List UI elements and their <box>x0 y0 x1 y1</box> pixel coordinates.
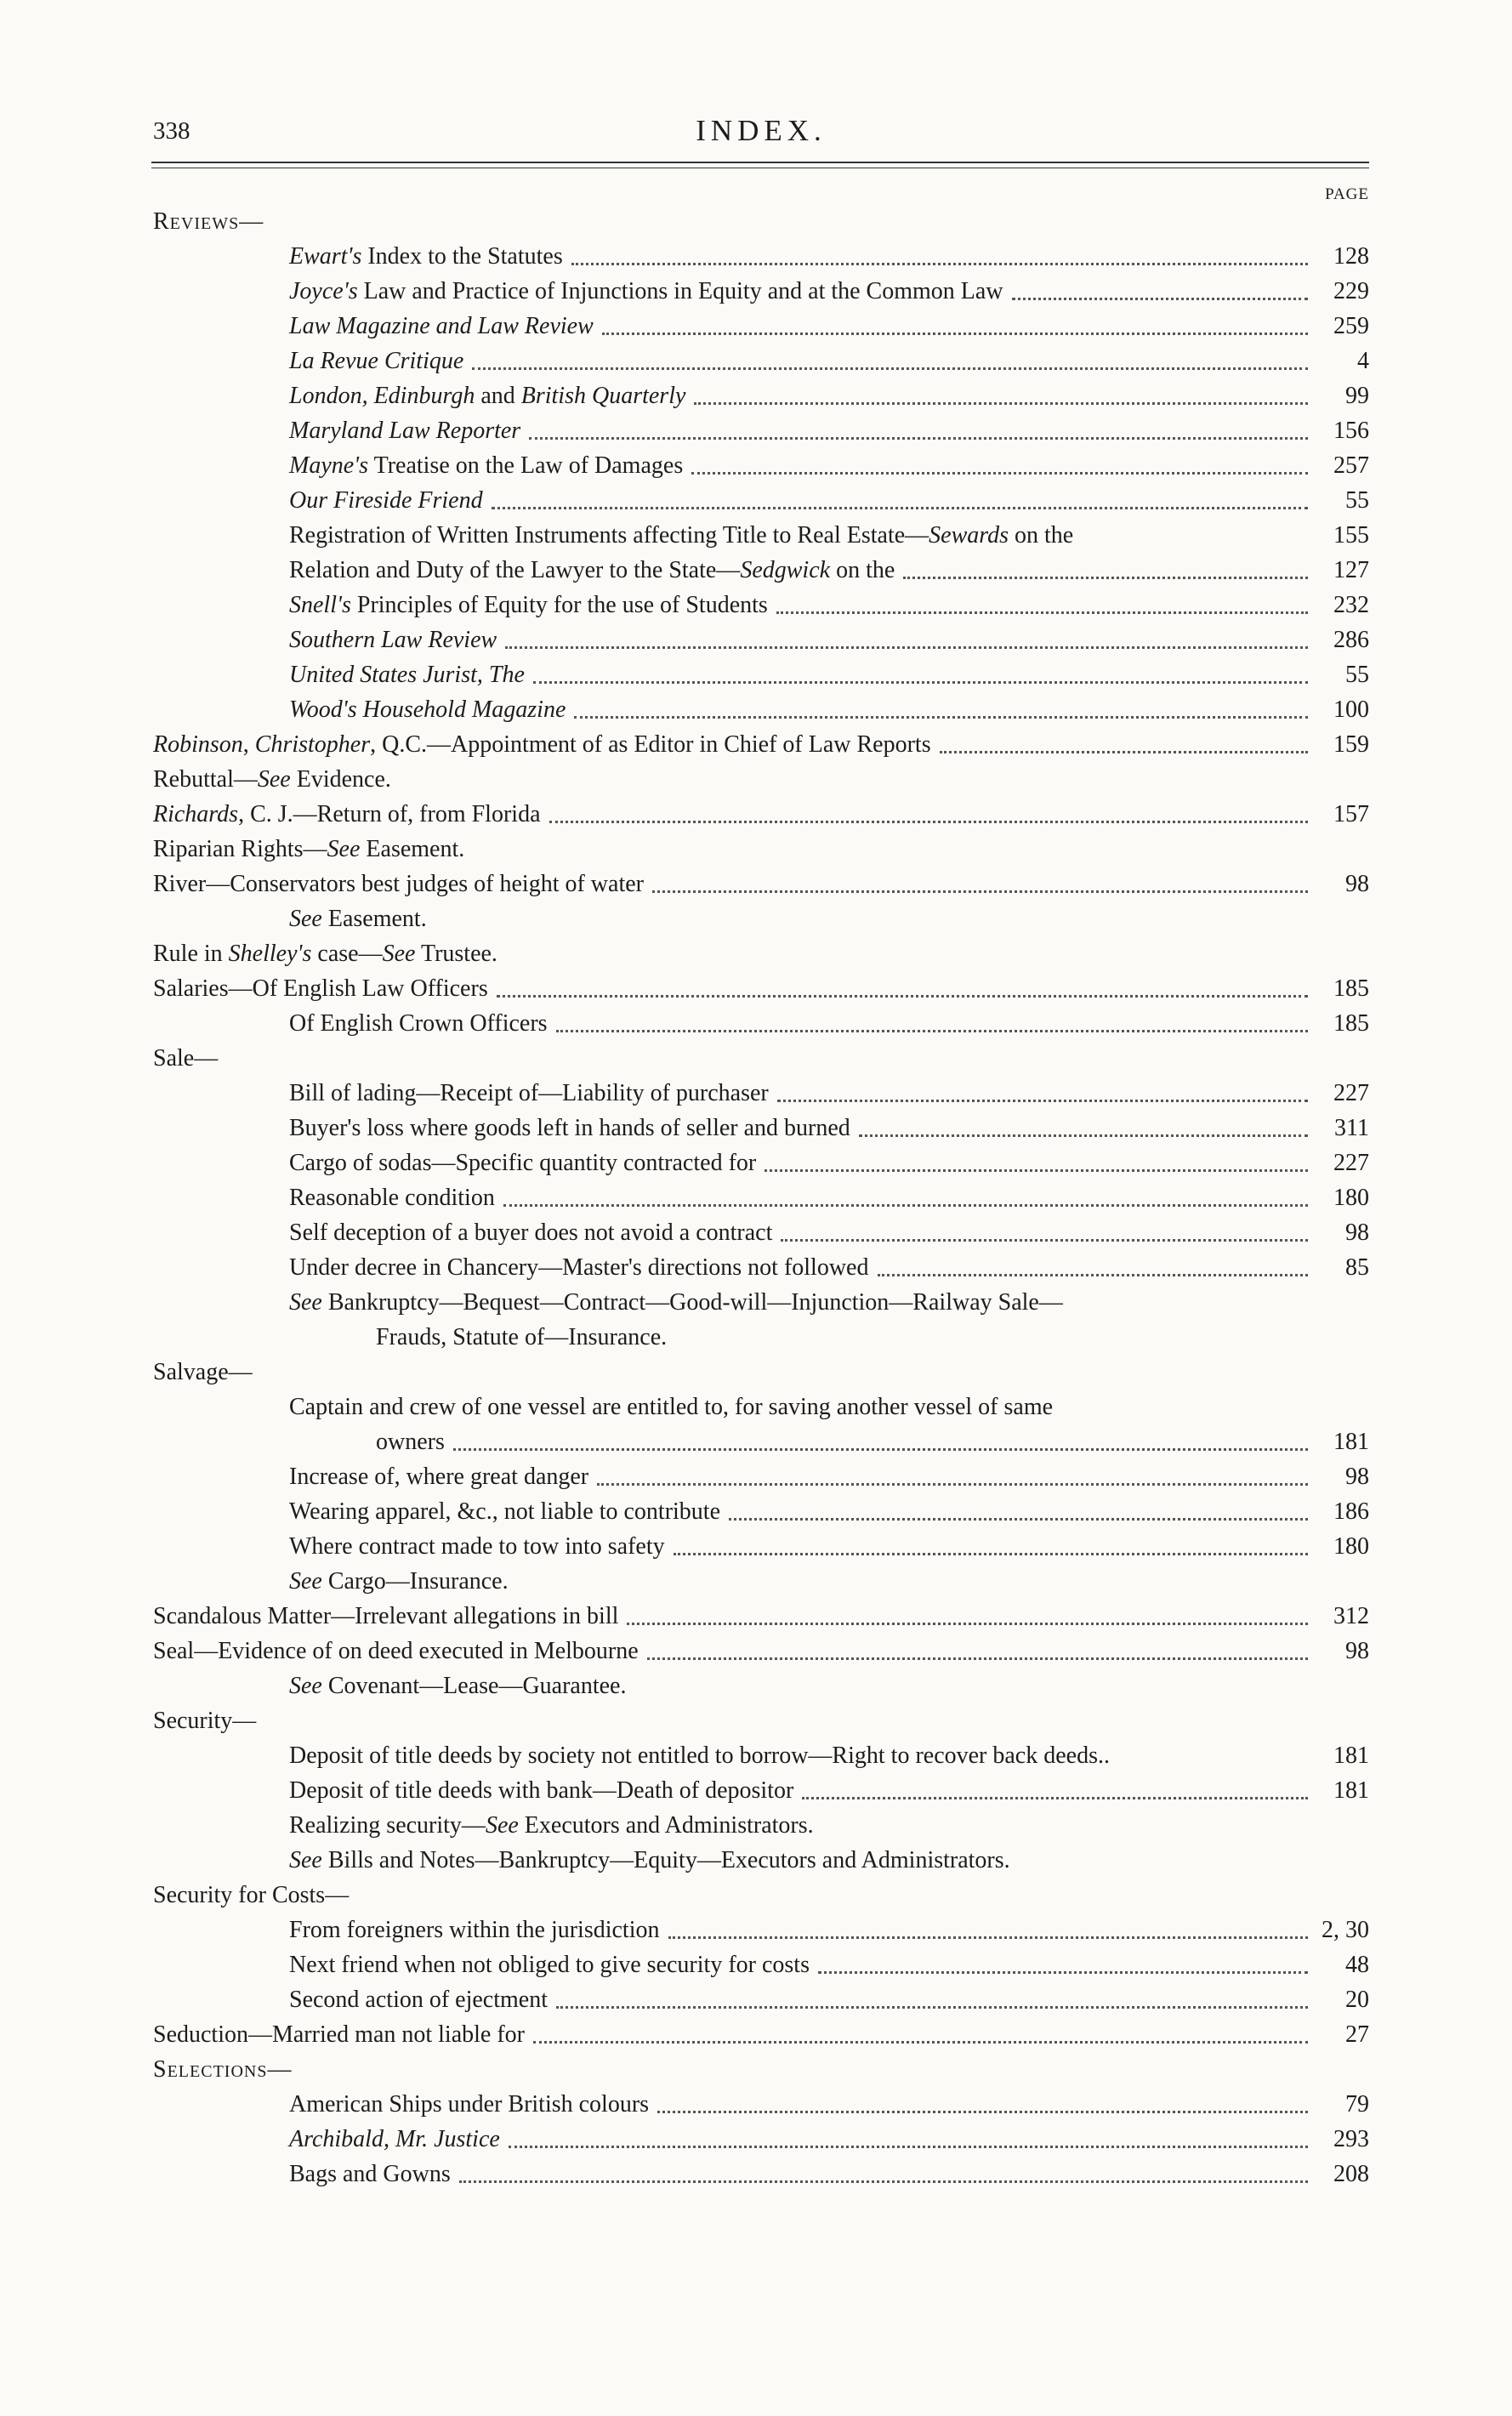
entry-text <box>289 452 688 479</box>
entry-text-segment: Easement. <box>360 836 465 862</box>
entry-page-number: 227 <box>1333 1080 1369 1106</box>
entry-text <box>153 836 469 862</box>
entry-text <box>289 313 599 339</box>
dot-leader <box>859 1134 1308 1137</box>
entry-text-segment: Treatise on the Law of Damages <box>368 452 684 479</box>
entry-page-number: 155 <box>1333 522 1369 549</box>
entry-text-segment: owners <box>376 1429 445 1455</box>
page-column-label: PAGE <box>1325 185 1369 203</box>
entry-text <box>289 1498 725 1525</box>
page-number: 338 <box>153 117 190 145</box>
entry-page-number: 99 <box>1345 383 1369 409</box>
entry-page-number: 181 <box>1333 1742 1369 1769</box>
entry-text <box>289 1742 1115 1769</box>
entry-text-italic: Our Fireside Friend <box>289 487 483 514</box>
entry-text-italic: See <box>289 1568 322 1595</box>
entry-text <box>289 1812 819 1839</box>
entry-text-segment: Registration of Written Instruments affecting Title to Real Estate— <box>289 522 929 549</box>
dot-leader <box>802 1797 1308 1799</box>
dot-leader <box>657 2111 1308 2113</box>
entry-text <box>289 1952 815 1978</box>
entry-text <box>289 1219 777 1246</box>
entry-text-segment: and <box>475 383 521 409</box>
dot-leader <box>459 2180 1308 2183</box>
entry-text-segment: From foreigners within the jurisdiction <box>289 1917 660 1943</box>
index-entry <box>153 1529 1369 1564</box>
entry-text-segment: Deposit of title deeds by society not entitled to borrow—Right to recover back deeds.. <box>289 1742 1110 1769</box>
entry-text-italic: See <box>485 1812 519 1839</box>
entry-text <box>289 418 526 444</box>
entry-text <box>289 278 1009 304</box>
index-entry <box>153 832 1369 867</box>
entry-text <box>153 871 649 897</box>
entry-page-number: 98 <box>1345 1219 1369 1246</box>
index-entry <box>153 2087 1369 2122</box>
entry-text <box>153 731 936 758</box>
index-entry <box>153 204 1369 239</box>
entry-page-number: 98 <box>1345 871 1369 897</box>
entry-text-italic: See <box>382 941 416 967</box>
entry-page-number: 85 <box>1345 1254 1369 1281</box>
entry-page-number: 2, 30 <box>1322 1917 1369 1943</box>
dot-leader <box>776 611 1308 614</box>
dot-leader <box>878 1274 1308 1276</box>
entry-text-segment: Reviews— <box>153 208 264 235</box>
entry-text-italic: La Revue Critique <box>289 348 464 374</box>
entry-text <box>289 592 773 618</box>
index-entry <box>153 448 1369 483</box>
entry-page-number: 227 <box>1333 1150 1369 1176</box>
entry-text <box>289 487 488 514</box>
dot-leader <box>509 2146 1308 2148</box>
entry-text-segment: Deposit of title deeds with bank—Death of depositor <box>289 1777 794 1804</box>
entry-text <box>289 383 691 409</box>
entry-text <box>289 906 432 932</box>
dot-leader <box>492 507 1308 509</box>
entry-text <box>289 522 1078 549</box>
dot-leader <box>668 1936 1308 1939</box>
entry-text-segment: Second action of ejectment <box>289 1987 548 2013</box>
dot-leader <box>647 1657 1308 1660</box>
entry-text-italic: Archibald, Mr. Justice <box>289 2126 500 2152</box>
entry-text <box>289 348 469 374</box>
entry-text-segment: Selections— <box>153 2056 293 2083</box>
entry-text <box>153 208 269 235</box>
index-entry <box>153 692 1369 727</box>
index-entry <box>153 518 1369 553</box>
entry-text-segment: Index to the Statutes <box>361 243 563 270</box>
dot-leader <box>497 995 1308 998</box>
entry-text <box>153 1603 623 1629</box>
entry-text <box>289 1254 874 1281</box>
index-entry <box>153 1808 1369 1843</box>
index-entry <box>153 1773 1369 1808</box>
entry-text-segment: Bags and Gowns <box>289 2161 451 2187</box>
index-entry <box>153 1947 1369 1982</box>
index-entry <box>153 797 1369 832</box>
entry-page-number: 128 <box>1333 243 1369 270</box>
entry-page-number: 229 <box>1333 278 1369 304</box>
entry-text-segment: Seduction—Married man not liable for <box>153 2021 525 2048</box>
dot-leader <box>694 402 1308 405</box>
entry-text <box>289 1115 855 1141</box>
index-entry <box>153 1390 1369 1424</box>
entry-text <box>289 557 900 583</box>
index-entry <box>153 1145 1369 1180</box>
entry-text-italic: See <box>289 906 322 932</box>
entry-page-number: 55 <box>1345 487 1369 514</box>
entry-text-italic: Ewart's <box>289 243 362 270</box>
index-entry <box>153 1355 1369 1390</box>
entry-text-italic: See <box>327 836 361 862</box>
entry-text-segment: Reasonable condition <box>289 1185 495 1211</box>
entry-text-italic: Joyce's <box>289 278 358 304</box>
index-entry <box>153 1599 1369 1634</box>
entry-text-segment: Self deception of a buyer does not avoid a contract <box>289 1219 773 1246</box>
dot-leader <box>652 890 1308 893</box>
entry-text <box>376 1429 450 1455</box>
entry-text-segment: Scandalous Matter—Irrelevant allegations in bill <box>153 1603 619 1629</box>
entry-page-number: 180 <box>1333 1185 1369 1211</box>
entry-text-italic: British Quarterly <box>520 383 686 409</box>
entry-text-italic: Robinson <box>153 731 243 758</box>
entry-text <box>289 1150 761 1176</box>
index-entry <box>153 344 1369 378</box>
entry-text-segment: Principles of Equity for the use of Students <box>350 592 768 618</box>
index-entry <box>153 239 1369 274</box>
dot-leader <box>597 1483 1308 1486</box>
dot-leader <box>674 1553 1308 1555</box>
index-entry <box>153 483 1369 518</box>
entry-text-segment: Riparian Rights— <box>153 836 327 862</box>
entry-text-segment: Of English Crown Officers <box>289 1010 548 1037</box>
entry-text <box>153 801 546 827</box>
entry-page-number: 98 <box>1345 1638 1369 1664</box>
entry-text-segment: Salaries—Of English Law Officers <box>153 975 488 1002</box>
entry-text <box>153 2021 530 2048</box>
entry-text <box>289 1917 665 1943</box>
entry-text-segment: American Ships under British colours <box>289 2091 650 2118</box>
entry-text-italic: See <box>289 1673 322 1699</box>
entry-page-number: 312 <box>1333 1603 1369 1629</box>
entry-text-segment: on the <box>830 557 895 583</box>
entry-page-number: 157 <box>1333 801 1369 827</box>
dot-leader <box>818 1971 1308 1974</box>
entry-text-italic: Law Magazine and Law Review <box>289 313 594 339</box>
dot-leader <box>453 1448 1308 1451</box>
entry-text <box>153 1708 261 1734</box>
entry-page-number: 232 <box>1333 592 1369 618</box>
index-entry <box>153 1494 1369 1529</box>
entry-text <box>289 1289 1068 1316</box>
entry-page-number: 180 <box>1333 1533 1369 1560</box>
entry-text <box>289 1464 594 1490</box>
index-entry <box>153 1006 1369 1041</box>
dot-leader <box>781 1239 1308 1242</box>
dot-leader <box>691 472 1308 475</box>
index-entry <box>153 1180 1369 1215</box>
dot-leader <box>777 1100 1308 1102</box>
entry-page-number: 293 <box>1333 2126 1369 2152</box>
entry-text <box>289 696 571 723</box>
dot-leader <box>940 751 1308 753</box>
entry-text-segment: River—Conservators best judges of height of water <box>153 871 644 897</box>
index-entry <box>153 2052 1369 2087</box>
index-entry <box>153 867 1369 901</box>
page-header <box>153 114 1369 151</box>
entry-page-number: 100 <box>1333 696 1369 723</box>
entry-text <box>289 1010 553 1037</box>
entry-text-italic: Southern Law Review <box>289 627 497 653</box>
index-entry <box>153 1843 1369 1878</box>
entry-text-segment: Relation and Duty of the Lawyer to the State— <box>289 557 741 583</box>
entry-page-number: 286 <box>1333 627 1369 653</box>
entry-text-segment: Next friend when not obliged to give security for costs <box>289 1952 810 1978</box>
index-entry <box>153 1913 1369 1947</box>
entry-text <box>153 2056 297 2083</box>
index-entry <box>153 1111 1369 1145</box>
entry-text <box>153 975 493 1002</box>
entry-text-italic: Shelley's <box>228 941 312 967</box>
entry-text-segment: case— <box>311 941 383 967</box>
dot-leader <box>765 1169 1308 1172</box>
index-entry <box>153 1459 1369 1494</box>
entry-text <box>289 243 568 270</box>
entry-text-italic: Christopher <box>254 731 371 758</box>
entry-text <box>289 1673 632 1699</box>
index-entry <box>153 378 1369 413</box>
entry-text-italic: Richards <box>153 801 239 827</box>
entry-text-segment: Rule in <box>153 941 229 967</box>
index-entry <box>153 901 1369 936</box>
entry-text-italic: Wood's Household Magazine <box>289 696 566 723</box>
entry-text-segment: Seal—Evidence of on deed executed in Melbourne <box>153 1638 639 1664</box>
entry-text <box>289 1987 553 2013</box>
index-entry <box>153 1320 1369 1355</box>
entry-text-italic: Sewards <box>929 522 1009 549</box>
index-entry <box>153 1703 1369 1738</box>
index-entry <box>153 1634 1369 1668</box>
dot-leader <box>1012 298 1308 300</box>
entry-page-number: 55 <box>1345 662 1369 688</box>
entry-page-number: 181 <box>1333 1777 1369 1804</box>
dot-leader <box>556 2006 1308 2009</box>
entry-text-italic: Mayne's <box>289 452 369 479</box>
index-entry <box>153 1668 1369 1703</box>
index-entry <box>153 274 1369 309</box>
dot-leader <box>505 646 1308 649</box>
entry-text-segment: Security— <box>153 1708 257 1734</box>
entry-text <box>153 1638 644 1664</box>
dot-leader <box>472 367 1308 370</box>
index-entry <box>153 1041 1369 1076</box>
dot-leader <box>533 681 1308 684</box>
entry-text <box>289 2091 654 2118</box>
entry-page-number: 208 <box>1333 2161 1369 2187</box>
entry-text-segment: , C. J.—Return of, from Florida <box>238 801 541 827</box>
entry-page-number: 185 <box>1333 1010 1369 1037</box>
entry-text-segment: Trustee. <box>415 941 497 967</box>
index-entry <box>153 413 1369 448</box>
entry-text-segment: Frauds, Statute of—Insurance. <box>376 1324 668 1350</box>
entry-text-italic: Maryland Law Reporter <box>289 418 521 444</box>
entry-text <box>289 662 530 688</box>
index-entry <box>153 1564 1369 1599</box>
entry-page-number: 127 <box>1333 557 1369 583</box>
entry-page-number: 98 <box>1345 1464 1369 1490</box>
header-rule <box>151 162 1369 163</box>
entry-page-number: 159 <box>1333 731 1369 758</box>
entry-page-number: 48 <box>1345 1952 1369 1978</box>
entry-page-number: 79 <box>1345 2091 1369 2118</box>
entry-page-number: 186 <box>1333 1498 1369 1525</box>
index-entry <box>153 1738 1369 1773</box>
entry-text-segment: Realizing security— <box>289 1812 486 1839</box>
index-entries <box>153 204 1369 2191</box>
index-entry <box>153 971 1369 1006</box>
entry-text-segment: Salvage— <box>153 1359 253 1385</box>
entry-text-segment: Cargo of sodas—Specific quantity contracted for <box>289 1150 757 1176</box>
index-entry <box>153 1982 1369 2017</box>
entry-text-segment: Under decree in Chancery—Master's directions not followed <box>289 1254 869 1281</box>
dot-leader <box>574 716 1308 719</box>
entry-text-segment: Captain and crew of one vessel are entitled to, for saving another vessel of same <box>289 1394 1054 1420</box>
entry-page-number: 27 <box>1345 2021 1369 2048</box>
entry-text <box>289 1847 1015 1873</box>
entry-text-segment: Security for Costs— <box>153 1882 350 1908</box>
index-entry <box>153 1215 1369 1250</box>
dot-leader <box>903 577 1308 579</box>
entry-text-segment: Bankruptcy—Bequest—Contract—Good-will—Injunction—Railway Sale— <box>321 1289 1063 1316</box>
entry-text-segment: Rebuttal— <box>153 766 258 793</box>
dot-leader <box>571 263 1308 265</box>
entry-text-segment: Cargo—Insurance. <box>321 1568 509 1595</box>
index-entry <box>153 553 1369 588</box>
entry-text <box>153 1045 223 1072</box>
index-entry <box>153 1076 1369 1111</box>
index-entry <box>153 936 1369 971</box>
entry-text-segment: Easement. <box>321 906 427 932</box>
entry-page-number: 156 <box>1333 418 1369 444</box>
entry-text <box>153 941 503 967</box>
index-entry <box>153 588 1369 622</box>
dot-leader <box>602 333 1308 335</box>
index-entry <box>153 1285 1369 1320</box>
dot-leader <box>549 821 1308 823</box>
dot-leader <box>529 437 1308 440</box>
entry-text-italic: See <box>257 766 291 793</box>
index-entry <box>153 657 1369 692</box>
entry-text <box>153 1359 258 1385</box>
index-entry <box>153 727 1369 762</box>
entry-text-segment: , <box>242 731 255 758</box>
entry-text-segment: Covenant—Lease—Guarantee. <box>321 1673 627 1699</box>
entry-text <box>153 1882 354 1908</box>
index-entry <box>153 309 1369 344</box>
entry-text <box>289 1185 500 1211</box>
entry-text-segment: Executors and Administrators. <box>518 1812 814 1839</box>
entry-page-number: 311 <box>1334 1115 1369 1141</box>
entry-text-segment: Where contract made to tow into safety <box>289 1533 665 1560</box>
entry-text-italic: See <box>289 1289 322 1316</box>
entry-text-segment: Wearing apparel, &c., not liable to contribute <box>289 1498 721 1525</box>
entry-text-segment: Bills and Notes—Bankruptcy—Equity—Executors and Administrators. <box>321 1847 1010 1873</box>
entry-text-segment: Evidence. <box>290 766 391 793</box>
entry-text-segment: Buyer's loss where goods left in hands of seller and burned <box>289 1115 850 1141</box>
index-entry <box>153 2017 1369 2052</box>
entry-text-italic: See <box>289 1847 322 1873</box>
entry-text-segment: on the <box>1009 522 1074 549</box>
entry-text <box>289 627 502 653</box>
dot-leader <box>556 1030 1308 1032</box>
entry-text <box>289 1394 1058 1420</box>
entry-text-segment: Increase of, where great danger <box>289 1464 589 1490</box>
entry-text <box>153 766 396 793</box>
entry-page-number: 4 <box>1357 348 1369 374</box>
entry-text <box>376 1324 672 1350</box>
entry-text <box>289 1777 799 1804</box>
entry-page-number: 257 <box>1333 452 1369 479</box>
entry-text-segment: Sale— <box>153 1045 219 1072</box>
entry-text-italic: London, Edinburgh <box>289 383 475 409</box>
entry-text-italic: Snell's <box>289 592 351 618</box>
page-title: INDEX. <box>696 114 827 147</box>
index-entry <box>153 1250 1369 1285</box>
dot-leader <box>533 2041 1308 2044</box>
index-entry <box>153 1878 1369 1913</box>
entry-text-segment: Law and Practice of Injunctions in Equity and at the Common Law <box>357 278 1003 304</box>
entry-text <box>289 2126 505 2152</box>
entry-page-number: 259 <box>1333 313 1369 339</box>
entry-text-segment: , Q.C.—Appointment of as Editor in Chief of Law Reports <box>370 731 931 758</box>
index-entry <box>153 1424 1369 1459</box>
index-entry <box>153 2157 1369 2191</box>
index-entry <box>153 622 1369 657</box>
entry-text <box>289 2161 456 2187</box>
dot-leader <box>627 1623 1308 1625</box>
entry-text <box>289 1533 670 1560</box>
entry-page-number: 181 <box>1333 1429 1369 1455</box>
entry-text <box>289 1568 514 1595</box>
entry-page-number: 185 <box>1333 975 1369 1002</box>
entry-text <box>289 1080 774 1106</box>
entry-text-segment: Bill of lading—Receipt of—Liability of purchaser <box>289 1080 769 1106</box>
entry-page-number: 20 <box>1345 1987 1369 2013</box>
index-entry <box>153 2122 1369 2157</box>
entry-text-italic: Sedgwick <box>740 557 831 583</box>
dot-leader <box>729 1518 1308 1521</box>
index-entry <box>153 762 1369 797</box>
dot-leader <box>503 1204 1308 1207</box>
entry-text-italic: United States Jurist, The <box>289 662 525 688</box>
